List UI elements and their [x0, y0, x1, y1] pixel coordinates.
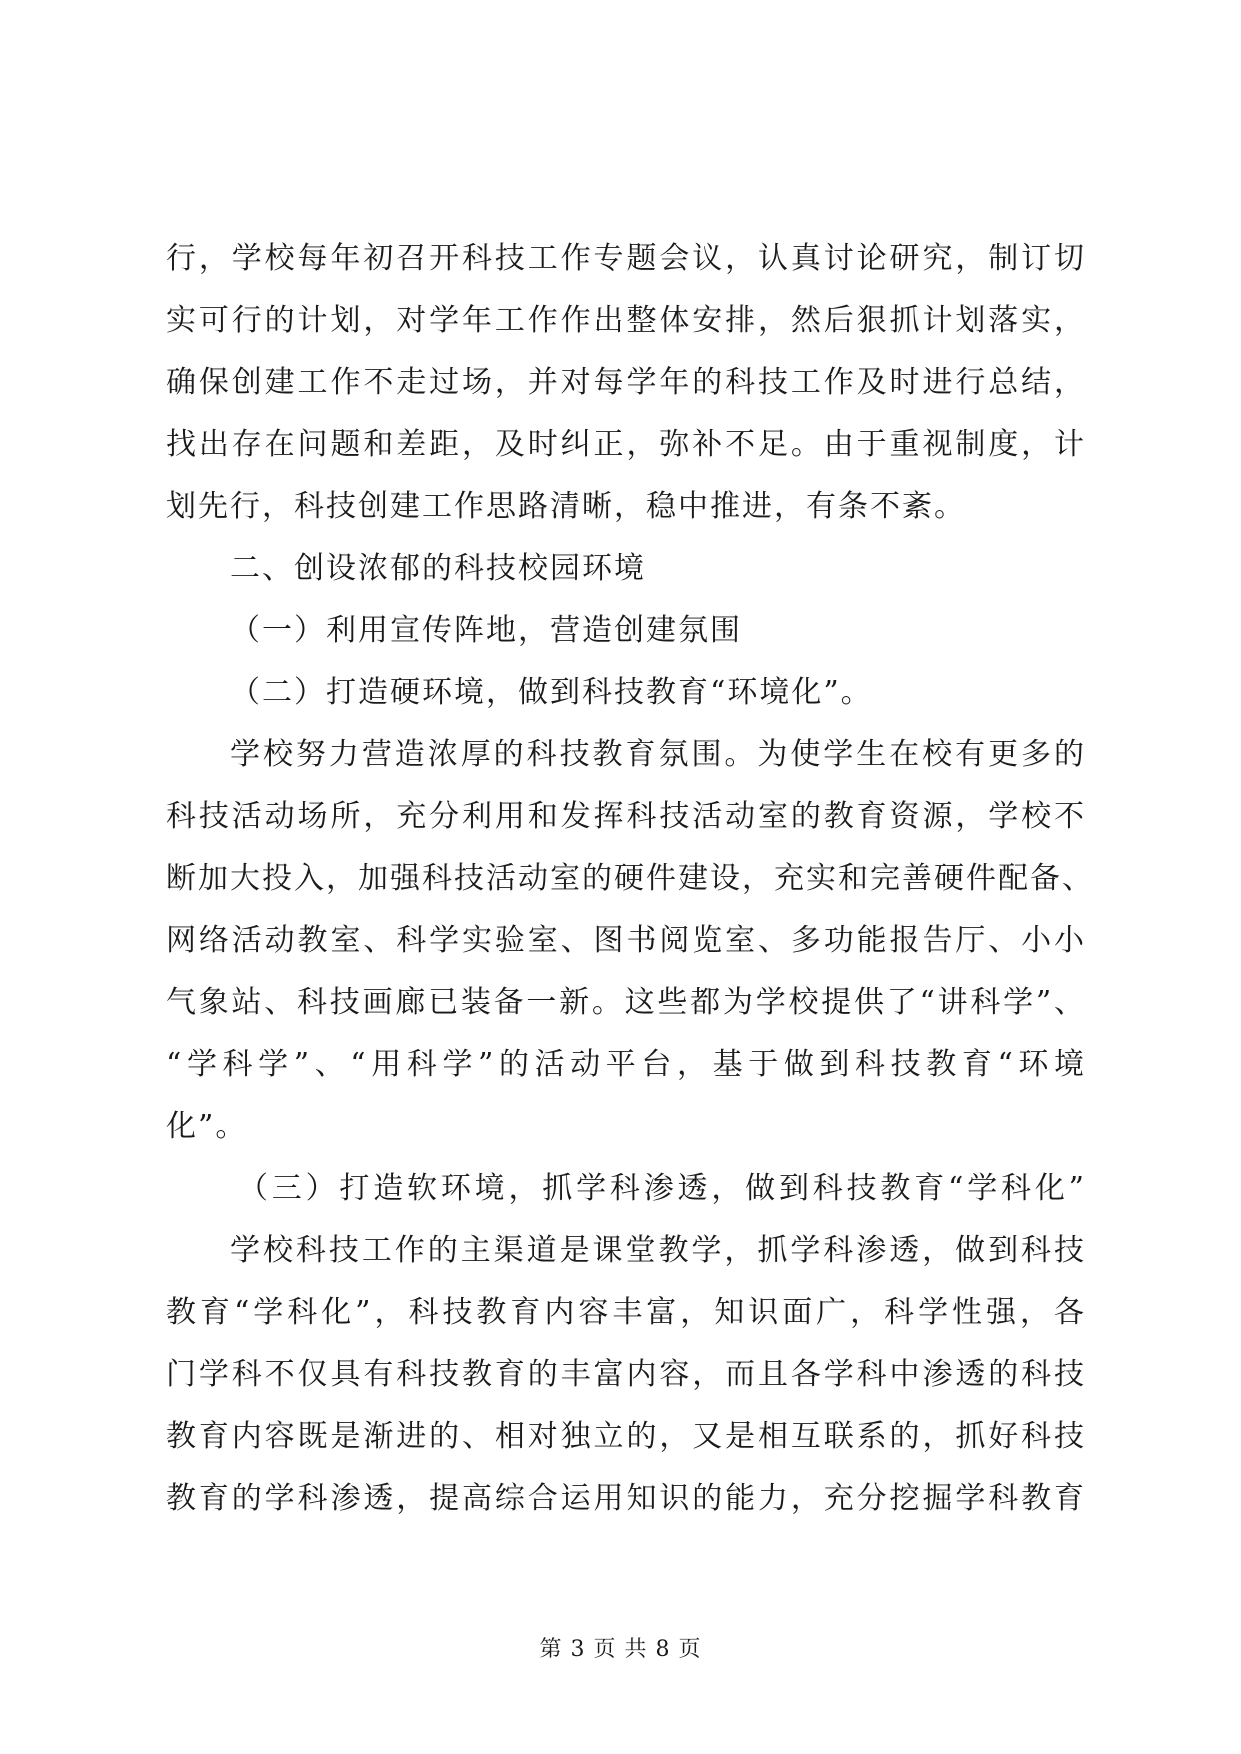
body-line: 门学科不仅具有科技教育的丰富内容，而且各学科中渗透的科技: [166, 1357, 1086, 1392]
body-line: 化”。: [166, 1109, 248, 1144]
body-line: 找出存在问题和差距，及时纠正，弥补不足。由于重视制度，计: [166, 427, 1086, 462]
page-number: 第 3 页 共 8 页: [539, 1637, 702, 1662]
body-line: 教育的学科渗透，提高综合运用知识的能力，充分挖掘学科教育: [166, 1481, 1086, 1516]
subsection-heading: （三）打造软环境，抓学科渗透，做到科技教育“学科化”: [238, 1171, 1086, 1206]
body-line: 气象站、科技画廊已装备一新。这些都为学校提供了“讲科学”、: [166, 985, 1086, 1020]
body-line: 实可行的计划，对学年工作作出整体安排，然后狠抓计划落实，: [166, 303, 1086, 338]
section-heading: 二、创设浓郁的科技校园环境: [230, 551, 646, 586]
body-line: 划先行，科技创建工作思路清晰，稳中推进，有条不紊。: [166, 489, 966, 524]
body-line: 行，学校每年初召开科技工作专题会议，认真讨论研究，制订切: [166, 241, 1086, 276]
body-line: 教育“学科化”，科技教育内容丰富，知识面广，科学性强，各: [166, 1295, 1086, 1330]
body-line: 确保创建工作不走过场，并对每学年的科技工作及时进行总结，: [166, 365, 1086, 400]
subsection-heading: （二）打造硬环境，做到科技教育“环境化”。: [230, 675, 873, 710]
document-body: [166, 228, 1094, 1530]
body-line: 学校科技工作的主渠道是课堂教学，抓学科渗透，做到科技: [230, 1233, 1086, 1268]
body-line: 教育内容既是渐进的、相对独立的，又是相互联系的，抓好科技: [166, 1419, 1086, 1454]
body-line: 网络活动教室、科学实验室、图书阅览室、多功能报告厅、小小: [166, 923, 1086, 958]
body-line: 科技活动场所，充分利用和发挥科技活动室的教育资源，学校不: [166, 799, 1086, 834]
body-line: “学科学”、“用科学”的活动平台，基于做到科技教育“环境: [166, 1047, 1086, 1082]
subsection-heading: （一）利用宣传阵地，营造创建氛围: [230, 613, 742, 648]
body-line: 断加大投入，加强科技活动室的硬件建设，充实和完善硬件配备、: [166, 861, 1094, 896]
body-line: 学校努力营造浓厚的科技教育氛围。为使学生在校有更多的: [230, 737, 1086, 772]
